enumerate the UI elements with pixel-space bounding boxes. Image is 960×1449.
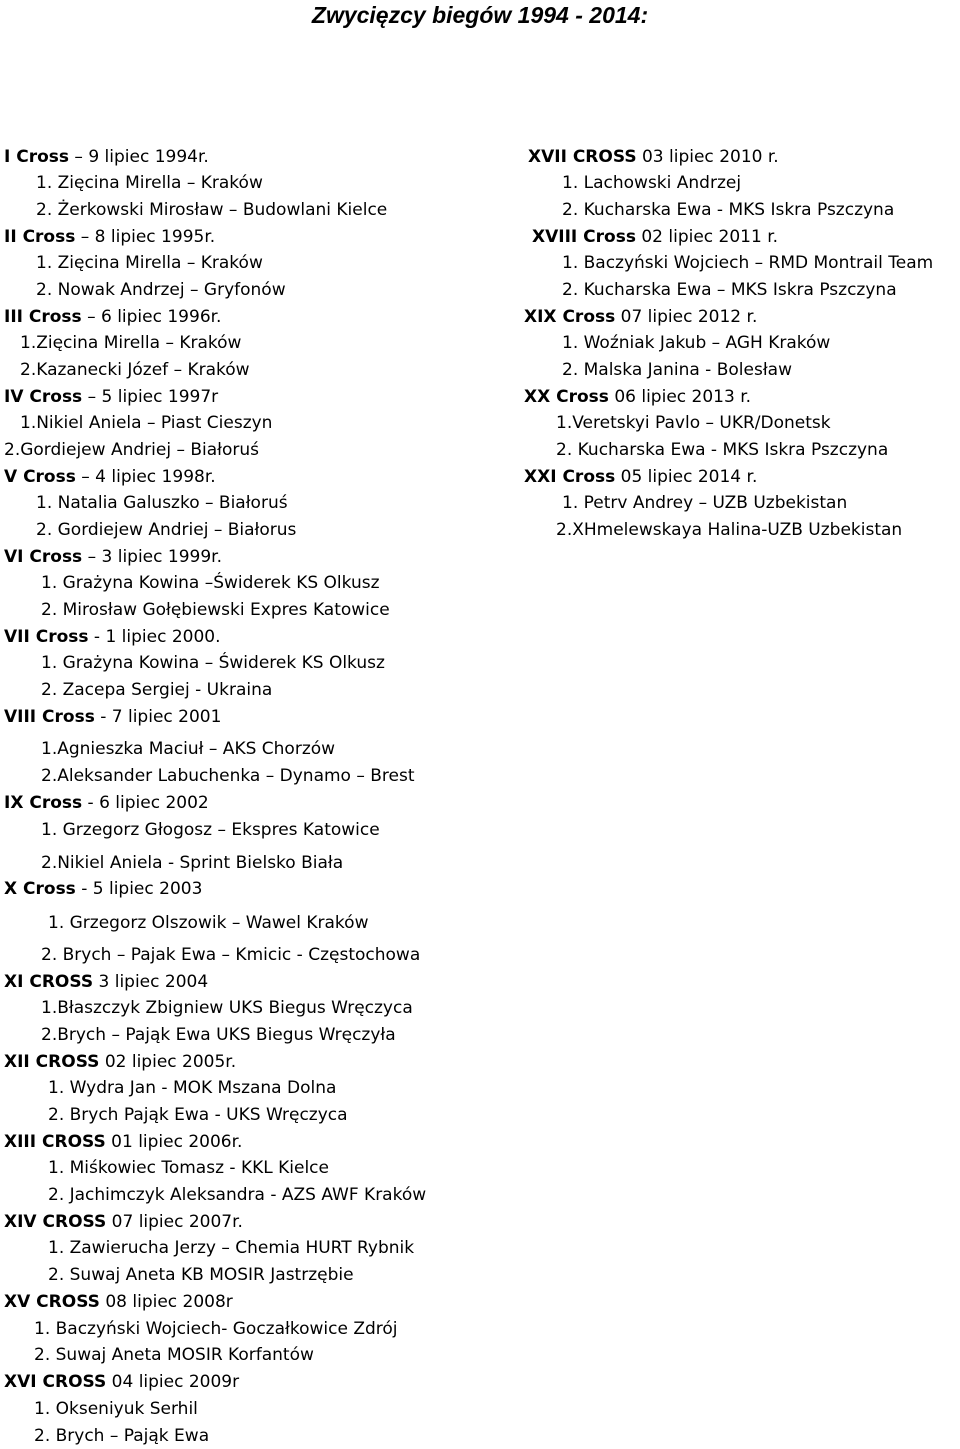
winner-entry: 2.Brych – Pająk Ewa UKS Biegus Wręczyła xyxy=(41,1025,396,1045)
winner-entry: 2. Brych Pająk Ewa - UKS Wręczyca xyxy=(48,1105,348,1125)
race-heading xyxy=(4,146,209,168)
race-heading xyxy=(4,878,202,900)
race-heading xyxy=(4,386,218,408)
winner-entry: 2. Mirosław Gołębiewski Expres Katowice xyxy=(41,600,390,620)
race-heading xyxy=(4,546,222,568)
winner-entry: 2. Kucharska Ewa - MKS Iskra Pszczyna xyxy=(562,200,895,220)
winner-entry: 1.Veretskyi Pavlo – UKR/Donetsk xyxy=(556,413,831,433)
winner-entry: 2. Brych – Pajak Ewa – Kmicic - Częstochowa xyxy=(41,945,421,965)
race-heading xyxy=(524,306,757,328)
winner-entry: 1. Wydra Jan - MOK Mszana Dolna xyxy=(48,1078,337,1098)
race-date: 02 lipiec 2011 r. xyxy=(635,227,779,247)
race-date: - 7 lipiec 2001 xyxy=(94,707,222,727)
race-heading xyxy=(4,971,208,993)
winner-entry: 1. Zięcina Mirella – Kraków xyxy=(36,173,263,193)
race-name: XX Cross xyxy=(524,387,609,407)
race-name: IX Cross xyxy=(4,793,83,813)
race-heading xyxy=(4,626,221,648)
race-heading xyxy=(4,466,216,488)
winner-entry: 1. Grażyna Kowina –Świderek KS Olkusz xyxy=(41,573,380,593)
race-date: – 9 lipiec 1994r. xyxy=(69,147,209,167)
race-date: 07 lipiec 2012 r. xyxy=(615,307,758,327)
race-name: II Cross xyxy=(4,227,76,247)
winner-entry: 1. Baczyński Wojciech- Goczałkowice Zdrój xyxy=(34,1319,398,1339)
winner-entry: 1. Miśkowiec Tomasz - KKL Kielce xyxy=(48,1158,329,1178)
race-date: 04 lipiec 2009r xyxy=(106,1372,240,1392)
winner-entry: 1.Nikiel Aniela – Piast Cieszyn xyxy=(20,413,273,433)
winner-entry: 2.XHmelewskaya Halina-UZB Uzbekistan xyxy=(556,520,903,540)
race-date: 01 lipiec 2006r. xyxy=(105,1132,243,1152)
winner-entry: 2. Zacepa Sergiej - Ukraina xyxy=(41,680,273,700)
race-heading xyxy=(4,792,209,814)
winner-entry: 2.Aleksander Labuchenka – Dynamo – Brest xyxy=(41,766,415,786)
race-name: XVI CROSS xyxy=(4,1372,107,1392)
race-date: - 1 lipiec 2000. xyxy=(88,627,221,647)
race-heading xyxy=(4,1291,233,1313)
winner-entry: 1. Grażyna Kowina – Świderek KS Olkusz xyxy=(41,653,385,673)
race-name: VII Cross xyxy=(4,627,89,647)
winner-entry: 1. Okseniyuk Serhil xyxy=(34,1399,198,1419)
race-name: XXI Cross xyxy=(524,467,616,487)
winner-entry: 2. Kucharska Ewa – MKS Iskra Pszczyna xyxy=(562,280,897,300)
winner-entry: 1.Agnieszka Maciuł – AKS Chorzów xyxy=(41,739,336,759)
race-date: – 6 lipiec 1996r. xyxy=(81,307,222,327)
race-date: - 6 lipiec 2002 xyxy=(82,793,209,813)
race-date: 07 lipiec 2007r. xyxy=(106,1212,243,1232)
winner-entry: 2. Żerkowski Mirosław – Budowlani Kielce xyxy=(36,200,388,220)
race-heading xyxy=(4,706,221,728)
race-heading xyxy=(528,146,779,168)
race-name: V Cross xyxy=(4,467,76,487)
winner-entry: 1. Grzegorz Olszowik – Wawel Kraków xyxy=(48,913,369,933)
race-name: XVIII Cross xyxy=(532,227,636,247)
race-heading xyxy=(4,226,215,248)
winner-entry: 2. Gordiejew Andriej – Białorus xyxy=(36,520,297,540)
race-date: 03 lipiec 2010 r. xyxy=(636,147,779,167)
race-name: XII CROSS xyxy=(4,1052,100,1072)
winner-entry: 2. Nowak Andrzej – Gryfonów xyxy=(36,280,286,300)
race-name: VI Cross xyxy=(4,547,83,567)
winner-entry: 2. Suwaj Aneta KB MOSIR Jastrzębie xyxy=(48,1265,354,1285)
race-name: III Cross xyxy=(4,307,82,327)
race-heading xyxy=(4,1371,239,1393)
winner-entry: 1.Błaszczyk Zbigniew UKS Biegus Wręczyca xyxy=(41,998,413,1018)
winner-entry: 1. Lachowski Andrzej xyxy=(562,173,742,193)
race-name: X Cross xyxy=(4,879,76,899)
race-date: – 8 lipiec 1995r. xyxy=(75,227,216,247)
race-name: XIX Cross xyxy=(524,307,616,327)
race-heading xyxy=(524,386,751,408)
race-date: - 5 lipiec 2003 xyxy=(75,879,203,899)
winner-entry: 1. Grzegorz Głogosz – Ekspres Katowice xyxy=(41,820,380,840)
race-date: – 4 lipiec 1998r. xyxy=(75,467,216,487)
winner-entry: 1. Petrv Andrey – UZB Uzbekistan xyxy=(562,493,848,513)
page-title: Zwycięzcy biegów 1994 - 2014: xyxy=(311,2,649,28)
race-date: 3 lipiec 2004 xyxy=(93,972,209,992)
race-date: – 3 lipiec 1999r. xyxy=(82,547,222,567)
winner-entry: 2. Kucharska Ewa - MKS Iskra Pszczyna xyxy=(556,440,889,460)
winner-entry: 1. Zawierucha Jerzy – Chemia HURT Rybnik xyxy=(48,1238,415,1258)
race-name: XVII CROSS xyxy=(528,147,637,167)
winner-entry: 2.Gordiejew Andriej – Białoruś xyxy=(4,440,259,460)
race-date: – 5 lipiec 1997r xyxy=(82,387,219,407)
winner-entry: 2.Kazanecki Józef – Kraków xyxy=(20,360,250,380)
race-date: 05 lipiec 2014 r. xyxy=(615,467,758,487)
race-heading xyxy=(4,306,221,328)
race-name: XIII CROSS xyxy=(4,1132,106,1152)
race-name: VIII Cross xyxy=(4,707,95,727)
winner-entry: 1. Baczyński Wojciech – RMD Montrail Team xyxy=(562,253,934,273)
race-name: XV CROSS xyxy=(4,1292,100,1312)
race-date: 08 lipiec 2008r xyxy=(99,1292,233,1312)
winner-entry: 2. Suwaj Aneta MOSIR Korfantów xyxy=(34,1345,314,1365)
winner-entry: 2. Brych – Pająk Ewa xyxy=(34,1426,210,1446)
race-heading xyxy=(532,226,778,248)
race-name: XIV CROSS xyxy=(4,1212,107,1232)
race-heading xyxy=(4,1211,243,1233)
race-name: XI CROSS xyxy=(4,972,94,992)
race-name: IV Cross xyxy=(4,387,83,407)
winner-entry: 1. Natalia Galuszko – Białoruś xyxy=(36,493,288,513)
race-date: 02 lipiec 2005r. xyxy=(99,1052,237,1072)
winner-entry: 2. Jachimczyk Aleksandra - AZS AWF Kraków xyxy=(48,1185,427,1205)
winner-entry: 1. Woźniak Jakub – AGH Kraków xyxy=(562,333,831,353)
race-name: I Cross xyxy=(4,147,70,167)
race-heading xyxy=(524,466,757,488)
winner-entry: 2.Nikiel Aniela - Sprint Bielsko Biała xyxy=(41,853,344,873)
winner-entry: 1.Zięcina Mirella – Kraków xyxy=(20,333,242,353)
winner-entry: 1. Zięcina Mirella – Kraków xyxy=(36,253,263,273)
race-date: 06 lipiec 2013 r. xyxy=(608,387,752,407)
winner-entry: 2. Malska Janina - Bolesław xyxy=(562,360,792,380)
race-heading xyxy=(4,1051,236,1073)
race-heading xyxy=(4,1131,242,1153)
